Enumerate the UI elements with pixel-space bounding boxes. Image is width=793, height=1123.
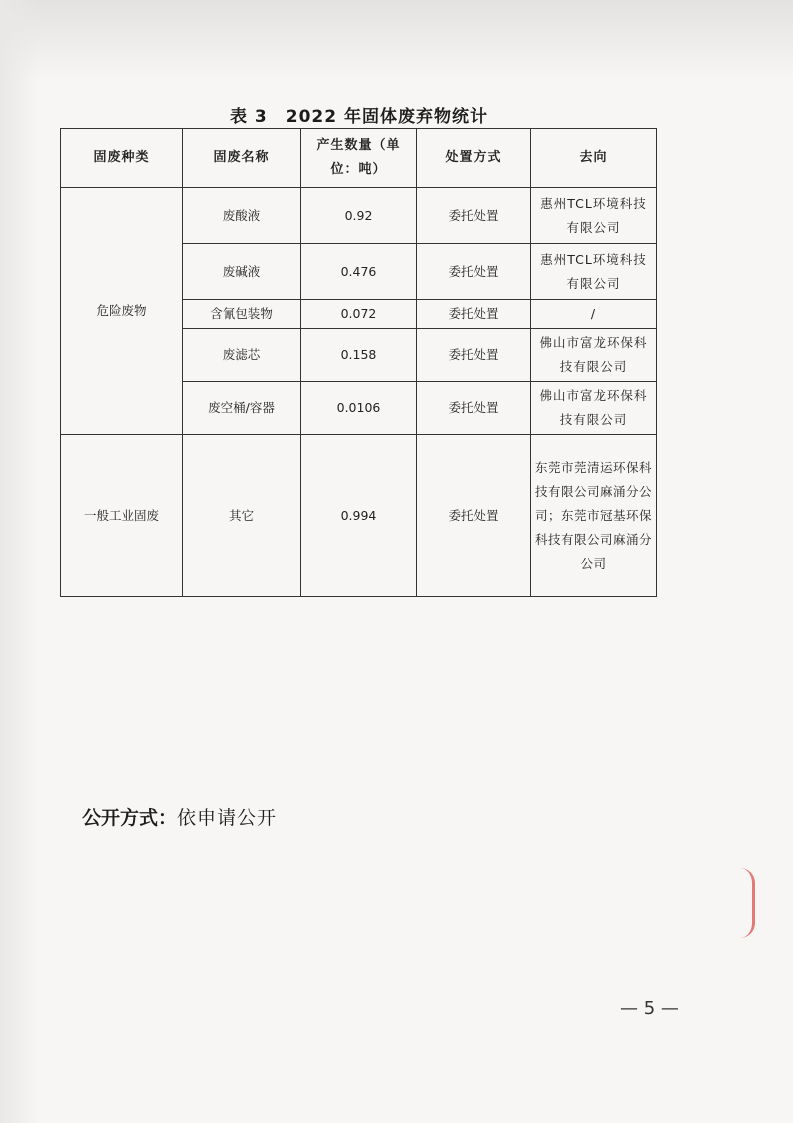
category-cell-hazardous: 危险废物 bbox=[61, 188, 183, 435]
destination-cell: 佛山市富龙环保科技有限公司 bbox=[531, 382, 657, 435]
waste-name-cell: 其它 bbox=[183, 435, 301, 597]
table-header-row bbox=[61, 129, 657, 188]
waste-name-cell: 废滤芯 bbox=[183, 329, 301, 382]
amount-cell: 0.994 bbox=[301, 435, 417, 597]
destination-cell: 佛山市富龙环保科技有限公司 bbox=[531, 329, 657, 382]
page-number: — 5 — bbox=[620, 998, 679, 1019]
amount-cell: 0.0106 bbox=[301, 382, 417, 435]
category-cell-general: 一般工业固废 bbox=[61, 435, 183, 597]
disclosure-line bbox=[82, 803, 277, 830]
header-method: 处置方式 bbox=[417, 129, 531, 188]
destination-cell: 东莞市莞清运环保科技有限公司麻涌分公司；东莞市冠基环保科技有限公司麻涌分公司 bbox=[531, 435, 657, 597]
method-cell: 委托处置 bbox=[417, 382, 531, 435]
table-row bbox=[61, 435, 657, 597]
page-shadow-left bbox=[0, 0, 40, 1123]
waste-name-cell: 废空桶/容器 bbox=[183, 382, 301, 435]
disclosure-label: 公开方式： bbox=[82, 807, 178, 829]
destination-cell: 惠州TCL环境科技有限公司 bbox=[531, 188, 657, 244]
solid-waste-table bbox=[60, 128, 657, 597]
amount-cell: 0.92 bbox=[301, 188, 417, 244]
amount-cell: 0.072 bbox=[301, 300, 417, 329]
waste-name-cell: 废碱液 bbox=[183, 244, 301, 300]
header-category: 固废种类 bbox=[61, 129, 183, 188]
seal-edge-mark bbox=[740, 868, 755, 938]
waste-name-cell: 含氰包装物 bbox=[183, 300, 301, 329]
header-name: 固废名称 bbox=[183, 129, 301, 188]
method-cell: 委托处置 bbox=[417, 188, 531, 244]
amount-cell: 0.476 bbox=[301, 244, 417, 300]
header-destination: 去向 bbox=[531, 129, 657, 188]
table-title: 表 3 2022 年固体废弃物统计 bbox=[230, 107, 488, 127]
table-row bbox=[61, 188, 657, 244]
amount-cell: 0.158 bbox=[301, 329, 417, 382]
method-cell: 委托处置 bbox=[417, 435, 531, 597]
method-cell: 委托处置 bbox=[417, 329, 531, 382]
method-cell: 委托处置 bbox=[417, 300, 531, 329]
method-cell: 委托处置 bbox=[417, 244, 531, 300]
destination-cell: / bbox=[531, 300, 657, 329]
destination-cell: 惠州TCL环境科技有限公司 bbox=[531, 244, 657, 300]
page-shadow-top bbox=[0, 0, 793, 80]
waste-name-cell: 废酸液 bbox=[183, 188, 301, 244]
header-amount: 产生数量（单位：吨） bbox=[301, 129, 417, 188]
disclosure-value: 依申请公开 bbox=[177, 807, 278, 829]
